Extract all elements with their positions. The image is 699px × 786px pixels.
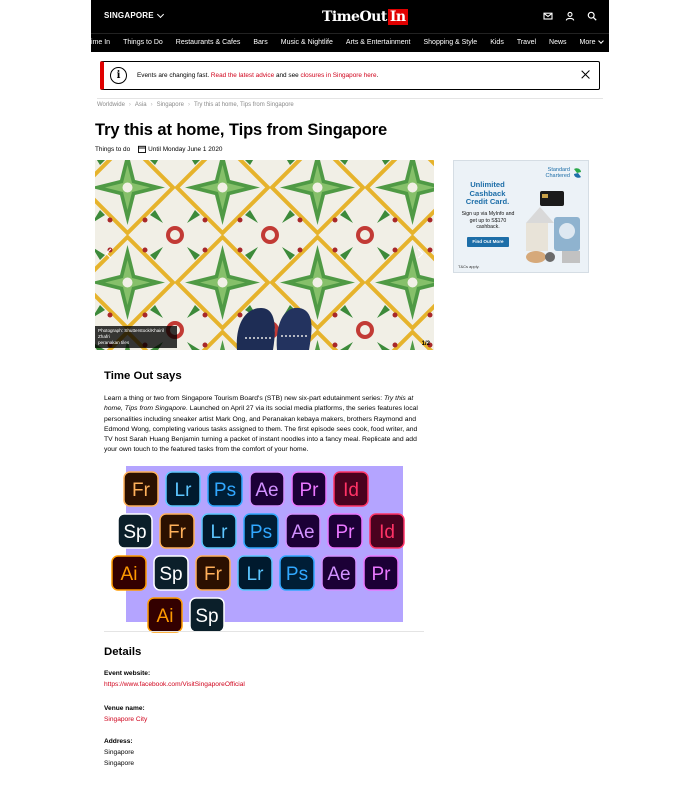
- app-tile-sp: [154, 556, 188, 590]
- website-label: Event website:: [104, 670, 151, 677]
- app-tile-fr: [124, 472, 158, 506]
- details-heading: Details: [104, 646, 142, 658]
- calendar-icon: [138, 145, 146, 153]
- nav-item-music[interactable]: Music & Nightlife: [280, 39, 333, 46]
- address-line-2: Singapore: [104, 760, 135, 767]
- ad-terms: T&Cs apply.: [458, 264, 480, 269]
- photo-credit: [95, 326, 177, 348]
- ad-products-image: [520, 187, 586, 267]
- breadcrumb-worldwide[interactable]: Worldwide: [97, 102, 125, 108]
- app-tile-lr: [238, 556, 272, 590]
- event-date-text: Until Monday June 1 2020: [148, 145, 223, 153]
- adobe-app-tiles: [120, 466, 403, 627]
- hero-image-carousel[interactable]: [95, 160, 434, 350]
- app-tile-ae: [286, 514, 320, 548]
- venue-link[interactable]: Singapore City: [104, 716, 148, 723]
- breadcrumb-separator-icon: ›: [187, 102, 190, 108]
- breadcrumb: [97, 102, 294, 108]
- close-icon[interactable]: [581, 70, 590, 79]
- alert-link-closures[interactable]: closures in Singapore here: [300, 72, 377, 79]
- ad-brand: [546, 167, 570, 179]
- breadcrumb-singapore[interactable]: Singapore: [156, 102, 184, 108]
- ad-subtext: Sign up via MyInfo and get up to S$170 cashback.: [461, 211, 515, 230]
- top-header: [91, 0, 609, 33]
- app-tile-label: Pr: [299, 480, 319, 501]
- app-tile-ae: [250, 472, 284, 506]
- info-icon: i: [110, 67, 127, 84]
- app-tile-lr: [202, 514, 236, 548]
- app-tile-label: Id: [379, 522, 395, 543]
- article-body-rest: . Launched on April 27 via its social media platforms, the series features local personalities including sneaker artist Mark Ong, and Peranakan kebaya makers, brothers Raymond and Edmond Wong, completing various tasks assigned to them. The first episode sees cook, food writer, and TV host Sarah Huang Benjamin turning a packet of instant noodles into a fancy meal. Replicate and add your own touch to the featured tasks from the comfort of your home.: [104, 405, 418, 454]
- page: [87, 0, 609, 786]
- nav-item-news[interactable]: News: [549, 39, 567, 46]
- app-tile-pr: [328, 514, 362, 548]
- divider: [97, 98, 603, 99]
- photo-credit-line1: Photograph: Shutterstock/Khairil Zhafri: [98, 328, 164, 339]
- app-tile-lr: [166, 472, 200, 506]
- app-tile-label: Ai: [120, 564, 138, 585]
- alert-suffix: .: [376, 72, 379, 79]
- alert-middle: and see: [275, 72, 299, 79]
- app-tile-label: Id: [343, 480, 359, 501]
- app-tile-label: Fr: [132, 480, 150, 501]
- app-tile-label: Fr: [204, 564, 222, 585]
- app-tile-pr: [292, 472, 326, 506]
- app-tile-label: Sp: [159, 564, 183, 585]
- nav-item-restaurants[interactable]: Restaurants & Cafes: [175, 39, 241, 46]
- carousel-counter: 1/2: [421, 341, 430, 347]
- nav-item-kids[interactable]: Kids: [490, 39, 504, 46]
- app-tile-label: Pr: [371, 564, 391, 585]
- app-tile-label: Pr: [335, 522, 355, 543]
- venue-label: Venue name:: [104, 705, 145, 712]
- ad-brand-line1: Standard: [547, 167, 570, 173]
- app-tile-label: Ps: [249, 522, 273, 543]
- city-selector[interactable]: [104, 11, 163, 20]
- ad-brand-line2: Chartered: [545, 173, 570, 179]
- site-logo[interactable]: [322, 8, 408, 25]
- standard-chartered-logo-icon: [573, 167, 582, 179]
- article-body: [104, 394, 426, 456]
- app-tile-label: Ps: [285, 564, 309, 585]
- photo-credit-line2: peranakan tiles: [98, 340, 130, 345]
- peranakan-tiles-photo: [95, 160, 434, 350]
- app-tile-label: Sp: [123, 522, 147, 543]
- app-tile-label: Ae: [327, 564, 351, 585]
- nav-item-things-to-do[interactable]: Things to Do: [123, 39, 163, 46]
- nav-item-arts[interactable]: Arts & Entertainment: [345, 39, 411, 46]
- event-date: [138, 145, 222, 153]
- nav-more-button[interactable]: [580, 39, 603, 46]
- app-tile-label: Lr: [210, 522, 228, 543]
- logo-text: TimeOut: [322, 8, 387, 25]
- app-tile-ps: [208, 472, 242, 506]
- covid-alert-banner: [100, 61, 600, 90]
- app-tile-sp: [118, 514, 152, 548]
- mail-icon[interactable]: [543, 11, 553, 21]
- search-icon[interactable]: [587, 11, 597, 21]
- city-label: SINGAPORE: [104, 11, 154, 20]
- header-icons: [543, 11, 597, 21]
- app-tile-pr: [364, 556, 398, 590]
- ad-cta-button[interactable]: Find Out More: [467, 237, 509, 247]
- page-title: Try this at home, Tips from Singapore: [95, 121, 388, 139]
- app-tile-ps: [244, 514, 278, 548]
- breadcrumb-asia[interactable]: Asia: [134, 102, 147, 108]
- breadcrumb-current: Try this at home, Tips from Singapore: [193, 102, 294, 108]
- address-line-1: Singapore: [104, 749, 135, 756]
- app-tile-ps: [280, 556, 314, 590]
- advertisement-banner[interactable]: [453, 160, 589, 273]
- nav-item-shopping[interactable]: Shopping & Style: [423, 39, 478, 46]
- app-tile-ai: [112, 556, 146, 590]
- app-tile-label: Lr: [246, 564, 264, 585]
- breadcrumb-separator-icon: ›: [128, 102, 131, 108]
- app-tile-label: Ae: [255, 480, 279, 501]
- divider: [104, 631, 424, 632]
- app-tile-sp: [190, 598, 224, 632]
- review-heading: Time Out says: [104, 370, 182, 382]
- app-tile-fr: [160, 514, 194, 548]
- nav-item-travel[interactable]: Travel: [516, 39, 537, 46]
- category-link[interactable]: Things to do: [95, 145, 131, 153]
- website-link[interactable]: https://www.facebook.com/VisitSingaporeOfficial: [104, 681, 245, 688]
- breadcrumb-separator-icon: ›: [150, 102, 153, 108]
- app-tile-label: Lr: [174, 480, 192, 501]
- alert-link-advice[interactable]: Read the latest advice: [210, 72, 275, 79]
- ad-headline: Unlimited Cashback Credit Card.: [465, 180, 510, 206]
- series-title: Try this at home, Tips from Singapore: [104, 395, 414, 413]
- app-tile-label: Sp: [195, 606, 219, 627]
- alert-message: [137, 72, 378, 79]
- user-icon[interactable]: [565, 11, 575, 21]
- chevron-down-icon: [598, 38, 604, 44]
- app-tile-fr: [196, 556, 230, 590]
- app-tile-id: [334, 472, 368, 506]
- nav-item-time-in[interactable]: Time In: [87, 39, 111, 46]
- app-tile-label: Ai: [156, 606, 174, 627]
- app-tile-label: Ae: [291, 522, 315, 543]
- app-tile-id: [370, 514, 404, 548]
- app-tile-ae: [322, 556, 356, 590]
- nav-more-label: More: [579, 39, 596, 46]
- article-body-intro: Learn a thing or two from Singapore Tourism Board's (STB) new six-part edutainment series:: [104, 395, 384, 402]
- app-tile-ai: [148, 598, 182, 632]
- logo-highlight: In: [389, 8, 406, 25]
- address-label: Address:: [104, 738, 133, 745]
- article-meta: [95, 145, 222, 153]
- adobe-apps-image: [120, 466, 403, 627]
- alert-prefix: Events are changing fast.: [137, 72, 210, 79]
- nav-item-bars[interactable]: Bars: [253, 39, 268, 46]
- main-nav: [87, 33, 609, 52]
- app-tile-label: Fr: [168, 522, 186, 543]
- chevron-down-icon: [157, 10, 164, 17]
- app-tile-label: Ps: [213, 480, 237, 501]
